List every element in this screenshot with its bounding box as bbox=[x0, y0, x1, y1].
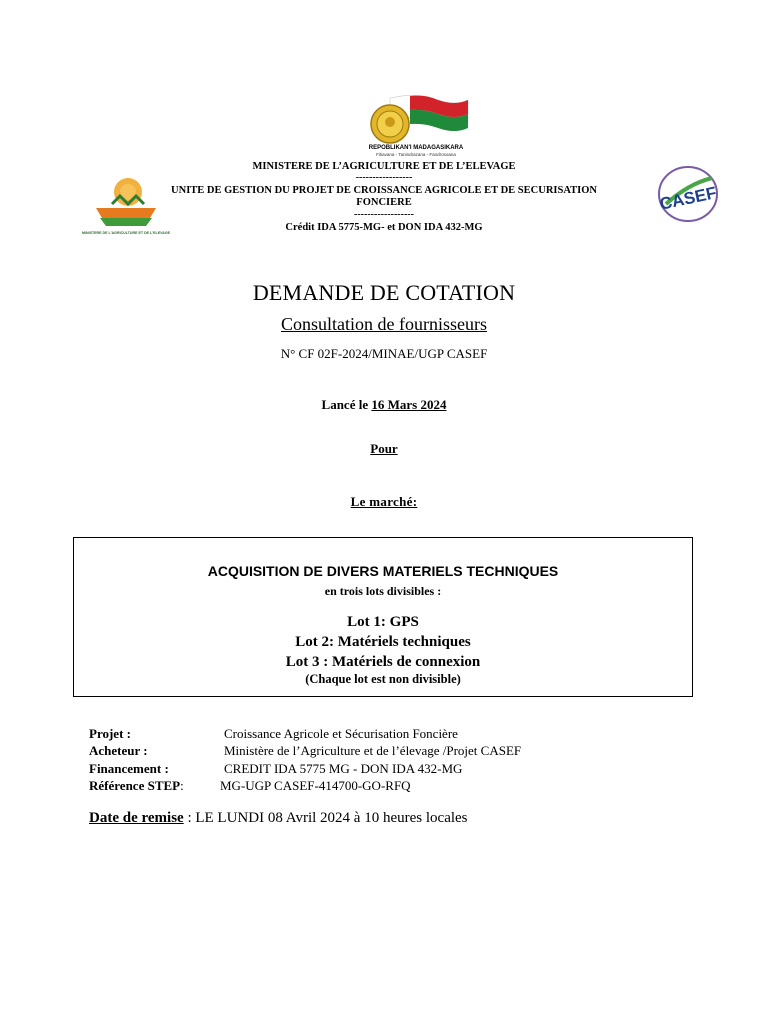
credit-line: Crédit IDA 5775-MG- et DON IDA 432-MG bbox=[285, 222, 483, 233]
date-remise-line bbox=[89, 810, 468, 827]
date-remise-value: : LE LUNDI 08 Avril 2024 à 10 heures locales bbox=[183, 810, 468, 826]
lot-item: Lot 2: Matériels techniques bbox=[295, 634, 471, 650]
unit-name-line1: UNITE DE GESTION DU PROJET DE CROISSANCE AGRICOLE ET DE SECURISATION bbox=[171, 185, 597, 196]
financement-value: CREDIT IDA 5775 MG - DON IDA 432-MG bbox=[224, 761, 463, 776]
reference-step-value: MG-UGP CASEF-414700-GO-RFQ bbox=[220, 778, 411, 793]
projet-label: Projet : bbox=[89, 726, 131, 741]
republic-emblem-logo bbox=[360, 92, 472, 158]
republic-logo-text: REPOBLIKAN'I MADAGASIKARA bbox=[368, 145, 464, 151]
unit-name-line2: FONCIERE bbox=[356, 197, 412, 208]
lot-item: Lot 3 : Matériels de connexion bbox=[285, 654, 481, 670]
document-title: DEMANDE DE COTATION bbox=[252, 280, 516, 305]
republic-motto-text: Fitiavana - Tanindrazana - Fandrosoana bbox=[376, 152, 456, 157]
document-subtitle: Consultation de fournisseurs bbox=[281, 314, 487, 334]
ministry-name: MINISTERE DE L’AGRICULTURE ET DE L’ELEVAGE bbox=[252, 161, 516, 172]
launch-line bbox=[0, 397, 768, 413]
separator: ----------------- bbox=[355, 172, 413, 183]
lots-note: (Chaque lot est non divisible) bbox=[305, 672, 461, 686]
reference-number: N° CF 02F-2024/MINAE/UGP CASEF bbox=[280, 346, 488, 361]
financement-label: Financement : bbox=[89, 761, 169, 776]
launch-date: 16 Mars 2024 bbox=[371, 397, 447, 412]
marche-label: Le marché: bbox=[350, 494, 418, 509]
reference-step-label-text: Référence STEP bbox=[89, 778, 181, 793]
pour-label: Pour bbox=[370, 441, 398, 456]
casef-logo-text: CASEF bbox=[657, 183, 719, 214]
launch-prefix: Lancé le bbox=[321, 397, 372, 412]
separator: ------------------ bbox=[354, 209, 414, 220]
reference-step-label bbox=[89, 778, 184, 794]
reference-step-colon: : bbox=[180, 778, 184, 793]
projet-value: Croissance Agricole et Sécurisation Foncière bbox=[224, 726, 458, 741]
date-remise-label: Date de remise bbox=[89, 810, 184, 826]
ministry-logo-text: MINISTERE DE L'AGRICULTURE ET DE L'ELEVAGE bbox=[81, 231, 171, 235]
lot-item: Lot 1: GPS bbox=[347, 614, 419, 630]
acquisition-box bbox=[73, 537, 693, 697]
acheteur-value: Ministère de l’Agriculture et de l’élevage /Projet CASEF bbox=[224, 743, 522, 758]
lots-subtitle: en trois lots divisibles : bbox=[324, 584, 442, 598]
acquisition-title: ACQUISITION DE DIVERS MATERIELS TECHNIQUES bbox=[207, 563, 559, 579]
acheteur-label: Acheteur : bbox=[89, 743, 148, 758]
